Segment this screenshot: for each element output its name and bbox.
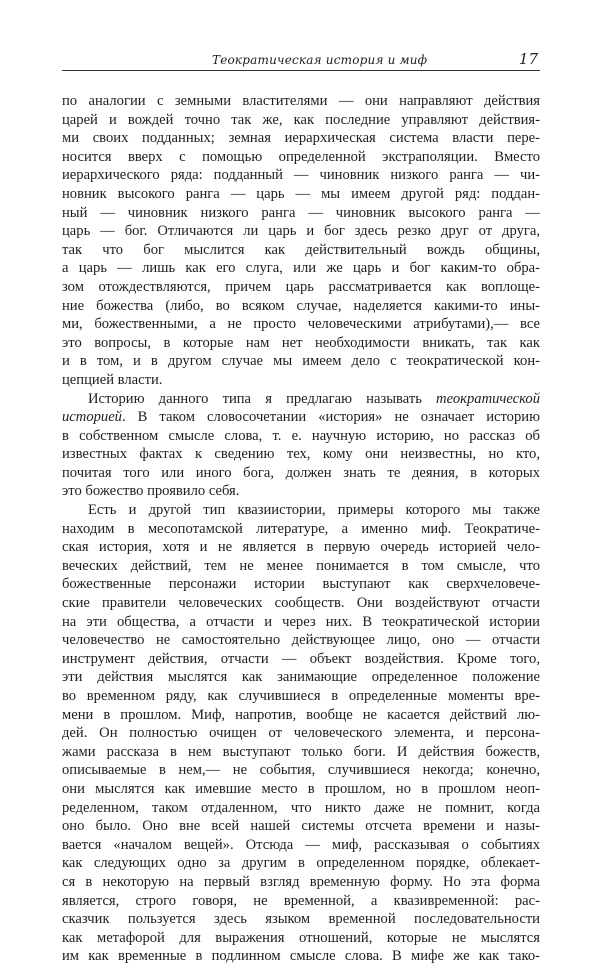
text-line: ми, божественными, а не просто человеческими атрибутами),— все bbox=[62, 316, 540, 333]
text-line: в собственном смысле слова, т. е. научную историю, но рассказ об bbox=[62, 427, 540, 444]
page-number: 17 bbox=[518, 50, 538, 68]
running-title: Теократическая история и миф bbox=[212, 53, 428, 67]
text-line: новник высокого ранга — царь — мы имеем другой ряд: поддан- bbox=[62, 185, 540, 202]
text-line: они мыслятся как имевшие место в прошлом, но в прошлом неоп- bbox=[62, 780, 540, 797]
text-line: им как временные в подлинном смысле слова. В мифе же как тако- bbox=[62, 948, 540, 965]
paragraph-2 bbox=[62, 390, 540, 502]
text-line: царь — бог. Отличаются ли царь и бог здесь резко друг от друга, bbox=[62, 223, 540, 240]
text-line: это божество проявило себя. bbox=[62, 483, 240, 500]
text-line: во временном ряду, как случившиеся в определенные моменты вре- bbox=[62, 688, 540, 704]
text-line: ская история, хотя и не является в первую очередь историей чело- bbox=[62, 539, 540, 556]
text-line: а царь — лишь как его слуга, или же царь и бог каким-то обра- bbox=[62, 260, 540, 277]
text-line-with-italic bbox=[62, 408, 540, 427]
text-segment: историей. В таком словосочетании «история» не означает историю bbox=[62, 409, 540, 426]
text-line: ми своих подданных; земная иерархическая система власти пере- bbox=[62, 130, 540, 147]
text-line: дей. Он полностью очищен от человеческого элемента, и персона- bbox=[62, 725, 540, 742]
text-line: инструмент действия, отчасти — объект воздействия. Кроме того, bbox=[62, 650, 540, 667]
text-line: так что бог мыслится как действительный вождь общины, bbox=[62, 241, 540, 258]
text-line-with-italic bbox=[62, 390, 540, 409]
text-line: царей и вождей точно так же, как последние управляют действия- bbox=[62, 111, 540, 128]
text-line: почитая того или иного бога, должен знать те деяния, в которых bbox=[62, 464, 540, 481]
text-line: ный — чиновник низкого ранга — чиновник высокого ранга — bbox=[62, 204, 540, 221]
text-line: веческих действий, тем не менее понимается в том смысле, что bbox=[62, 557, 540, 574]
body-text bbox=[62, 92, 540, 966]
italic-term: теократической bbox=[436, 390, 540, 407]
text-line: зом отождествляются, причем царь рассматривается как воплоще- bbox=[62, 278, 540, 295]
text-segment: Историю данного типа я предлагаю называть теократической bbox=[88, 390, 540, 407]
text-line: ся в некоторую на первый взгляд временную форму. Но эта форма bbox=[62, 873, 540, 890]
text-line: божественные персонажи истории выступают как сверхчеловече- bbox=[62, 576, 540, 593]
text-line: как метафорой для выражения отношений, которые не мыслятся bbox=[62, 929, 540, 946]
text-line: описываемые в нем,— не события, случившиеся некогда; конечно, bbox=[62, 762, 540, 779]
text-line: как следующих одно за другим в определенном порядке, облекает- bbox=[62, 855, 540, 872]
text-line: это вопросы, в которые нам нет необходимости вникать, так как bbox=[62, 334, 540, 351]
text-line: известных фактах к сведению тех, кому они неизвестны, но кто, bbox=[62, 446, 540, 463]
text-line: по аналогии с земными властителями — они направляют действия bbox=[62, 93, 540, 109]
text-line: цепцией власти. bbox=[62, 371, 163, 388]
text-line: Есть и другой тип квазиистории, примеры которого мы также bbox=[88, 502, 540, 519]
text-line: ределенном, таком отдаленном, что никто даже не помнит, когда bbox=[62, 799, 540, 816]
text-line: ние божества (либо, во всяком случае, наделяется какими-то ины- bbox=[62, 297, 540, 314]
text-line: сказчик пользуется здесь языком временной последовательности bbox=[62, 911, 540, 928]
text-line: иерархического ряда: подданный — чиновник низкого ранга — чи- bbox=[62, 167, 540, 184]
text-line: эти действия мыслятся как занимающие определенное положение bbox=[62, 669, 540, 686]
text-line: человечество не самостоятельно действующее лицо, оно — отчасти bbox=[62, 632, 540, 649]
text-line: носится вверх с помощью определенной экстраполяции. Вместо bbox=[62, 148, 540, 165]
text-line: на эти общества, а отчасти и через них. В теократической истории bbox=[62, 613, 540, 630]
paragraph-3 bbox=[62, 501, 540, 966]
text-line: и в том, и в другом случае мы имеем дело с теократической кон- bbox=[62, 353, 540, 370]
italic-term: историей bbox=[62, 409, 122, 426]
paragraph-1 bbox=[62, 92, 540, 390]
running-header bbox=[62, 50, 540, 71]
text-line: вается «началом вещей». Отсюда — миф, рассказывая о событиях bbox=[62, 836, 540, 853]
text-line: ские правители человеческих сообществ. Они воздействуют отчасти bbox=[62, 595, 540, 612]
text-line: жами рассказа в нем выступают только боги. И действия божеств, bbox=[62, 743, 540, 760]
text-line: является, строго говоря, не временной, а квазивременной: рас- bbox=[62, 892, 540, 909]
text-line: оно было. Оно вне всей нашей системы отсчета времени и назы- bbox=[62, 818, 540, 835]
text-line: находим в месопотамской литературе, а именно миф. Теократиче- bbox=[62, 520, 540, 537]
text-line: мени в прошлом. Миф, напротив, вообще не касается действий лю- bbox=[62, 706, 540, 723]
